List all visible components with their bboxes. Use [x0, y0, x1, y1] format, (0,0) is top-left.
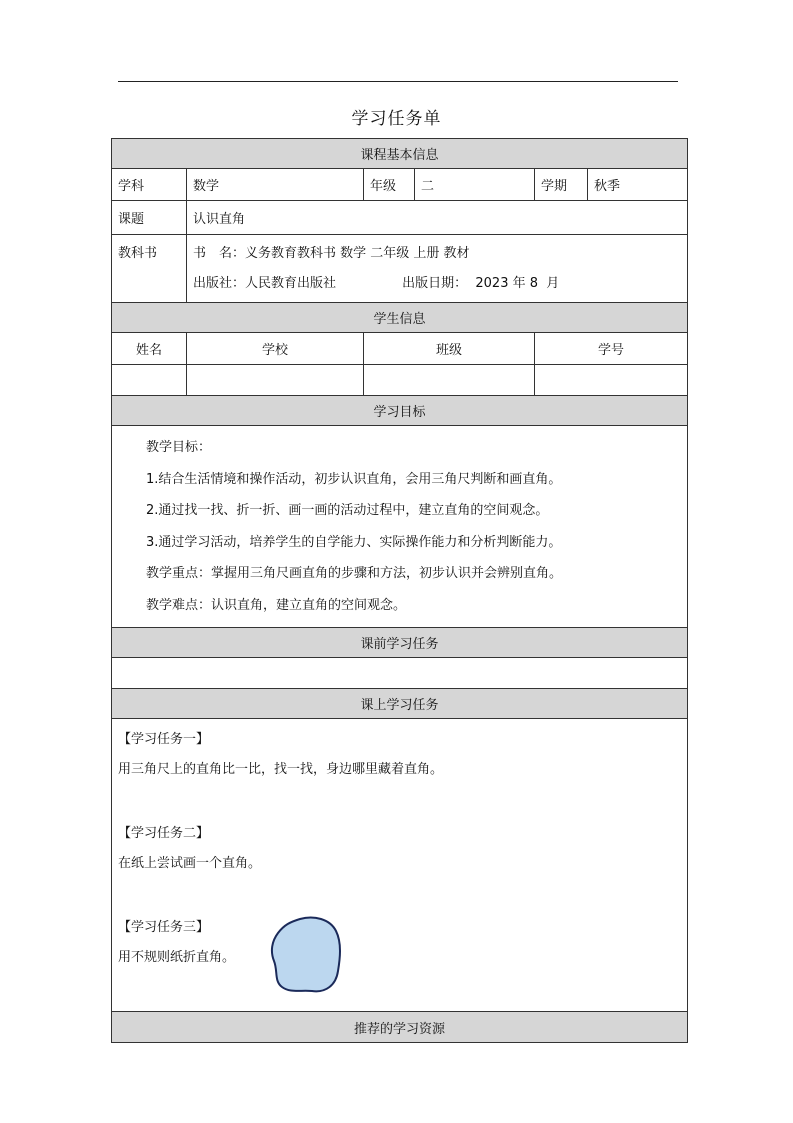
- student-name-cell[interactable]: [112, 365, 187, 396]
- publisher-date: 出版社：人民教育出版社 出版日期： 2023 年 8 月: [193, 275, 560, 291]
- task-1-title: 【学习任务一】: [118, 732, 210, 747]
- goal-item-2: 2.通过找一找、折一折、画一画的活动过程中，建立直角的空间观念。: [146, 503, 549, 518]
- textbook-label: 教科书: [112, 235, 187, 303]
- topic-label: 课题: [112, 201, 187, 235]
- task-sheet-table: [111, 138, 688, 1043]
- section-goals: 学习目标: [112, 396, 688, 426]
- goals-content: [112, 426, 688, 628]
- task-2-text: 在纸上尝试画一个直角。: [118, 856, 262, 871]
- difficult-point: 教学难点：认识直角，建立直角的空间观念。: [146, 597, 407, 613]
- in-class-tasks: [112, 719, 688, 1012]
- irregular-paper-image: [270, 915, 344, 995]
- document-title: 学习任务单: [351, 109, 442, 129]
- student-id-header: 学号: [535, 333, 688, 365]
- task-1-text: 用三角尺上的直角比一比，找一找，身边哪里藏着直角。: [118, 762, 444, 777]
- section-basic-info: 课程基本信息: [112, 139, 688, 169]
- section-pre-class: 课前学习任务: [112, 628, 688, 658]
- topic-value: 认识直角: [187, 201, 688, 235]
- pre-class-content[interactable]: [112, 658, 688, 689]
- class-cell[interactable]: [364, 365, 535, 396]
- school-header: 学校: [187, 333, 364, 365]
- goal-item-1: 1.结合生活情境和操作活动，初步认识直角，会用三角尺判断和画直角。: [146, 471, 562, 487]
- key-point: 教学重点：掌握用三角尺画直角的步骤和方法，初步认识并会辨别直角。: [146, 566, 563, 581]
- class-header: 班级: [364, 333, 535, 365]
- goals-heading: 教学目标：: [146, 440, 212, 455]
- subject-label: 学科: [112, 169, 187, 201]
- subject-value: 数学: [187, 169, 364, 201]
- top-rule: [118, 81, 678, 82]
- school-cell[interactable]: [187, 365, 364, 396]
- student-name-header: 姓名: [112, 333, 187, 365]
- textbook-info: [187, 235, 688, 303]
- student-id-cell[interactable]: [535, 365, 688, 396]
- task-2-title: 【学习任务二】: [118, 826, 210, 841]
- goal-item-3: 3.通过学习活动，培养学生的自学能力、实际操作能力和分析判断能力。: [146, 534, 562, 550]
- section-resources: 推荐的学习资源: [112, 1012, 688, 1043]
- term-value: 秋季: [588, 169, 688, 201]
- grade-label: 年级: [364, 169, 415, 201]
- textbook-name: 书 名：义务教育教科书 数学 二年级 上册 教材: [193, 245, 470, 261]
- irregular-paper-shape: [272, 918, 340, 992]
- section-in-class: 课上学习任务: [112, 689, 688, 719]
- section-student-info: 学生信息: [112, 303, 688, 333]
- task-3-text: 用不规则纸折直角。: [118, 950, 236, 965]
- grade-value: 二: [415, 169, 535, 201]
- task-3-title: 【学习任务三】: [118, 920, 210, 935]
- term-label: 学期: [535, 169, 588, 201]
